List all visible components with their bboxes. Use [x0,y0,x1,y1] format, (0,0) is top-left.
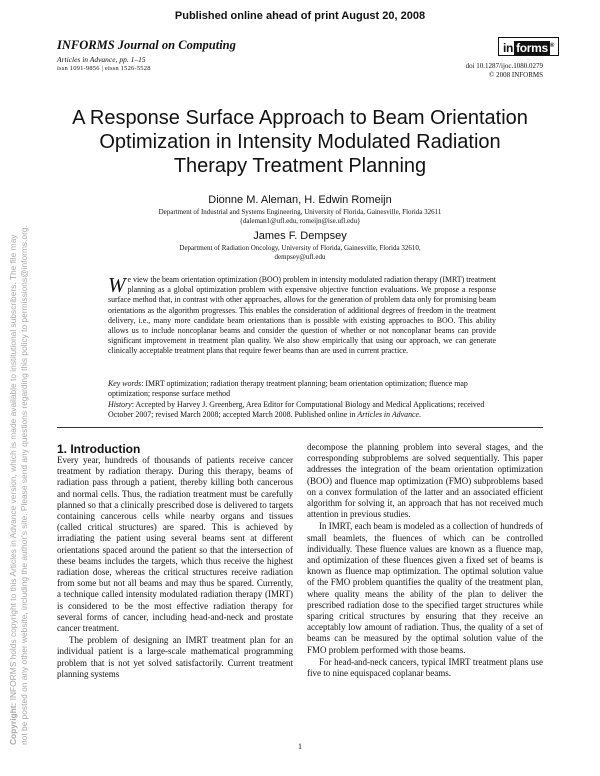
history-tail: Articles in Advance [357,410,420,420]
copyright-line: © 2008 INFORMS [489,71,543,79]
paragraph: For head-and-neck cancers, typical IMRT treatment plans use five to nine equispaced coplanar beams. [307,656,543,679]
sidebar-line2: not be posted on any other website, including the author's site. Please send any questions regarding this policy to permissions@informs.org. [18,225,29,745]
doi-line: doi 10.1287/ijoc.1080.0279 [465,62,543,70]
left-column [57,455,293,680]
abstract-dropcap: W [108,273,126,297]
paper-title: A Response Surface Approach to Beam Orientation Optimization in Intensity Modulated Radiation Therapy Treatment Planning [72,107,528,177]
affiliation-secondary: Department of Radiation Oncology, University of Florida, Gainesville, Florida 32610, [179,244,421,252]
keywords [108,379,496,399]
logo-suffix: forms [516,41,548,55]
keywords-label: Key words [108,379,142,388]
journal-issn: issn 1091-9856 | eissn 1526-5528 [57,65,151,72]
history [108,400,496,420]
abstract-text: e view the beam orientation optimization (BOO) problem in intensity modulated radiation therapy (IMRT) treatment planning as a global optimization problem with expensive objective function evaluations. We propose a response surface method that, in contrast with other approaches, allows for the generation of problem data only for promising beam orientations as the algorithm progresses. This enables the consideration of additional degrees of freedom in the treatment delivery, i.e., many more candidate beam orientations than is possible with existing approaches to BOO. This ability allows us to include noncoplanar beams and consider the question of whether or not noncoplanar beams can provide significant improvement in treatment plan quality. We also show empirically that using our approach, we can generate clinically acceptable treatment plans that require fewer beams than are used in current practice. [108,275,496,356]
section-divider [57,427,543,428]
logo-prefix: in [503,41,514,55]
history-end: . [419,410,422,420]
emails-secondary: dempsey@ufl.edu [274,253,326,261]
copyright-sidebar-text [8,45,29,745]
publication-banner: Published online ahead of print August 20, 2008 [174,10,426,22]
right-column [307,442,543,679]
paragraph: decompose the planning problem into several stages, and the corresponding subproblems are solved sequentially. This paper addresses the integration of the beam orientation optimization (BOO) and fluence map optimization (FMO) subproblems based on a convex formulation of the latter and an associated efficient algorithm for solving it, an approach that has not received much attention in previous studies. [307,442,543,520]
section-heading: 1. Introduction [57,442,141,456]
paragraph: The problem of designing an IMRT treatment plan for an individual patient is a large-scale mathematical programming problem that is not yet solved satisfactorily. Current treatment planning systems [57,635,293,679]
authors-primary: Dionne M. Aleman, H. Edwin Romeijn [208,194,392,206]
journal-name: INFORMS Journal on Computing [57,38,236,52]
authors-secondary: James F. Dempsey [253,230,347,242]
paragraph: Every year, hundreds of thousands of patients receive cancer treatment by radiation therapy. During this therapy, beams of radiation pass through a patient, thereby killing both cancerous and normal cells. Thus, the radiation treatment must be carefully planned so that a clinically prescribed dose is delivered to targets containing cancerous cells while nearby organs and tissues (called critical structures) are spared. This is achieved by irradiating the patient using several beams sent at different orientations spaced around the patient so that the intersection of these beams includes the targets, which thus receive the highest radiation dose, whereas the critical structures receive radiation from some but not all beams and may thus be spared. Currently, a technique called intensity modulated radiation therapy (IMRT) is considered to be the most effective radiation therapy for several forms of cancer, including head-and-neck and prostate cancer treatment. [57,455,293,634]
logo-mark: ® [549,43,555,49]
history-label: History [108,400,132,409]
keywords-text: : IMRT optimization; radiation therapy treatment planning; beam orientation optimization; fluence map optimization; response surface method [108,379,468,399]
affiliation-primary: Department of Industrial and Systems Engineering, University of Florida, Gainesville, Florida 32611 [158,208,442,216]
page-number: 1 [298,742,302,751]
history-text: : Accepted by Harvey J. Greenberg, Area Editor for Computational Biology and Medical Applications; received October 2007; revised March 2008; accepted March 2008. Published online in [108,400,485,420]
informs-logo [498,37,559,56]
sidebar-prefix: Copyright: [8,700,18,745]
paragraph: In IMRT, each beam is modeled as a collection of hundreds of small beamlets, the fluences of which can be controlled individually. These fluence values are known as a fluence map, and optimization of these fluences given a fixed set of beams is known as fluence map optimization. The optimal solution value of the FMO problem quantifies the quality of the treatment plan, where quality means the ability of the plan to deliver the prescribed radiation dose to the specified target structures while sparing critical structures by ensuring that they receive an acceptably low amount of radiation. Thus, the quality of a set of beams can be measured by the optimal solution value of the FMO problem performed with those beams. [307,521,543,655]
abstract [108,275,496,357]
sidebar-line1: INFORMS holds copyright to this Articles in Advance version, which is made available to institutional subscribers. The file may [8,234,18,701]
emails-primary: {daleman1@ufl.edu, romeijn@ise.ufl.edu} [239,217,361,225]
journal-articles-line: Articles in Advance, pp. 1–15 [57,55,146,64]
